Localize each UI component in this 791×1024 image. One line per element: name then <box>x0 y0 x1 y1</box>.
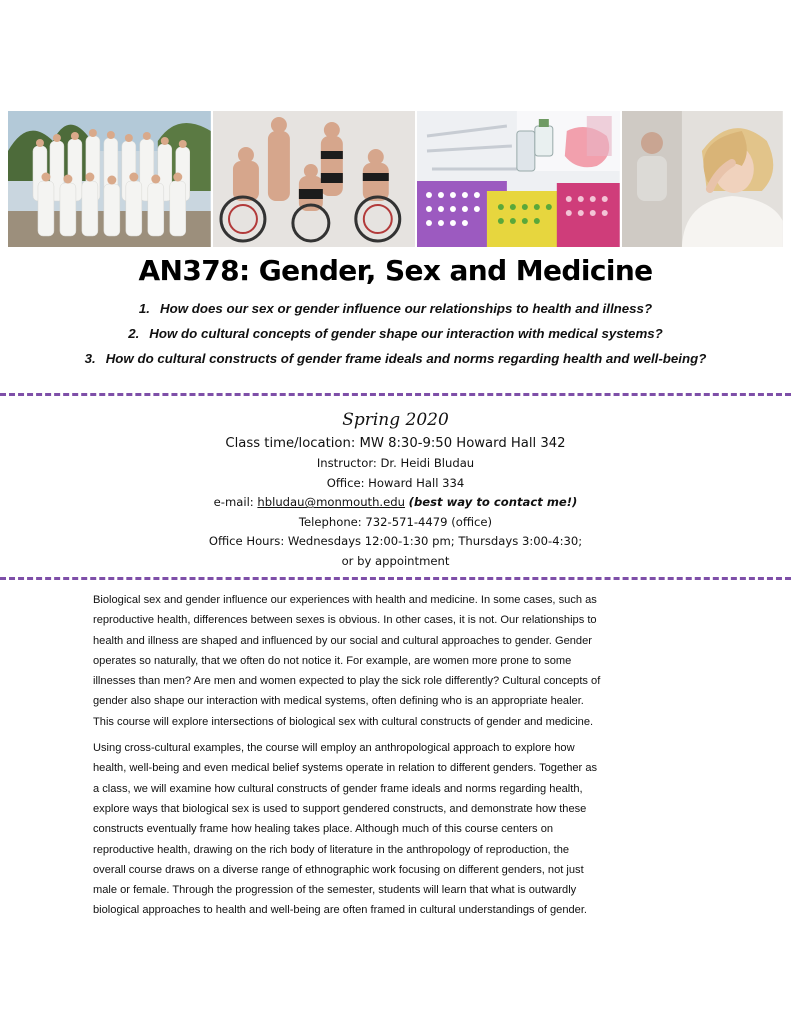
office-line: Office: Howard Hall 334 <box>326 475 465 490</box>
question-item <box>0 296 791 321</box>
text-line: reproductive health, drawing on the rich body of literature in the anthropology of reproduction, the <box>93 843 570 856</box>
guiding-questions-list <box>0 296 791 371</box>
question-item <box>0 346 791 371</box>
office-hours-line: Office Hours: Wednesdays 12:00-1:30 pm; Thursdays 3:00-4:30; <box>208 534 583 549</box>
office-hours-line-2: or by appointment <box>341 553 450 568</box>
text-line: explore ways that biological sex is used to support gendered constructs, and demonstrate how these <box>93 802 587 815</box>
text-line: health and illness are shaped and influenced by our social and cultural approaches to gender. Gender <box>93 634 592 647</box>
text-line: constructs eventually frame how healing takes place. Although much of this course centers on <box>93 823 554 836</box>
medical-staff-group-photo <box>8 111 211 247</box>
email-line <box>0 493 791 513</box>
text-line: gender also shape our interaction with medical systems, often defining who is an appropriate healer. <box>93 695 584 708</box>
text-line: biological approaches to health and well-being are often framed in cultural understandings of gender. <box>93 904 587 917</box>
text-line: Using cross-cultural examples, the course will employ an anthropological approach to explore how <box>93 742 575 755</box>
question-number: 1. <box>138 301 150 316</box>
instructor-line: Instructor: Dr. Heidi Bludau <box>316 456 475 470</box>
people-with-disabilities-photo <box>213 111 416 247</box>
course-info-block <box>0 403 791 572</box>
dashed-divider-top <box>0 393 791 396</box>
text-line: operates so naturally, that we often do not notice it. For example, are women more prone to some <box>93 654 572 667</box>
question-text: How do cultural concepts of gender shape our interaction with medical systems? <box>149 326 663 341</box>
question-number: 2. <box>128 326 140 341</box>
question-item <box>0 321 791 346</box>
text-line: a class, we will examine how cultural constructs of gender frame ideals and norms regarding health, <box>93 782 583 795</box>
question-text: How do cultural constructs of gender frame ideals and norms regarding health and well-being? <box>105 351 707 366</box>
text-line: illnesses than men? Are men and women expected to play the sick role differently? Cultural concepts of <box>93 675 601 688</box>
woman-with-headache-photo <box>622 111 783 247</box>
question-number: 3. <box>84 351 96 366</box>
class-time-location: Class time/location: MW 8:30-9:50 Howard Hall 342 <box>225 436 566 451</box>
text-line: male or female. Through the progression of the semester, students will learn that what is outwardly <box>93 884 577 897</box>
description-paragraph-2 <box>93 738 713 921</box>
text-line: Biological sex and gender influence our experiences with health and medicine. In some cases, such as <box>93 594 597 606</box>
email-note: (best way to contact me!) <box>408 495 578 510</box>
text-line: This course will explore intersections of biological sex with cultural constructs of gender and medicine. <box>93 715 594 728</box>
question-text: How does our sex or gender influence our relationships to health and illness? <box>160 301 653 316</box>
contraceptives-photo <box>417 111 620 247</box>
course-description <box>93 590 713 921</box>
text-line: overall course draws on a diverse range of ethnographic work focusing on different genders, not just <box>93 863 584 876</box>
semester-label: Spring 2020 <box>342 410 449 430</box>
email-link[interactable]: hbludau@monmouth.edu <box>257 495 405 510</box>
page-title: AN378: Gender, Sex and Medicine <box>138 254 653 287</box>
telephone-line: Telephone: 732-571-4479 (office) <box>298 514 493 529</box>
description-paragraph-1 <box>93 590 713 732</box>
text-line: health, well-being and even medical belief systems operate in relation to different genders. Together as <box>93 762 598 775</box>
text-line: reproductive health, differences between sexes is obvious. In other cases, it is not. Our relationships to <box>93 614 597 627</box>
header-photo-strip <box>8 111 783 247</box>
email-label: e-mail: <box>213 495 258 510</box>
dashed-divider-bottom <box>0 577 791 580</box>
